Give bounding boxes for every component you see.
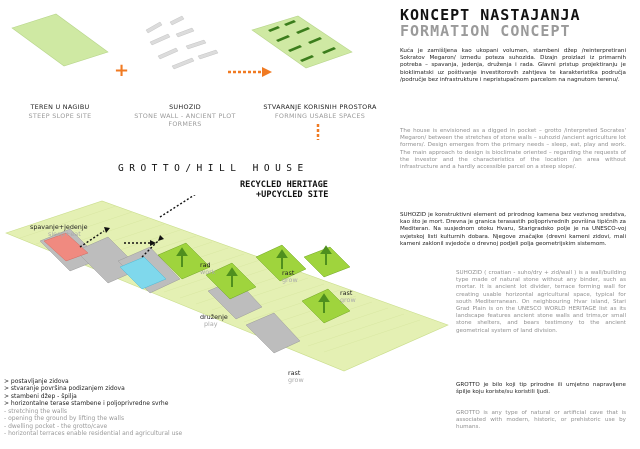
bullet-en-3: - dwelling pocket - the grotto/cave <box>4 422 108 430</box>
label-rast-1 <box>282 270 298 284</box>
label-druzenje <box>200 314 228 328</box>
label-spavanje-en: sleep+eat <box>48 230 81 238</box>
step-2-label: SUHOZID <box>169 103 201 111</box>
label-druzenje-hr: druženje <box>200 313 228 321</box>
bullets-en <box>4 408 264 437</box>
paragraph-3-hr: GROTTO je bilo koji tip prirodne ili umjetno napravljene špilje koju koriste/su koristili ljudi. <box>456 382 626 396</box>
paragraph-1-hr: Kuća je zamišljena kao ukopani volumen, stambeni džep /reinterpretirani Sokratov Megaron/ između poteza suhozida. Dizajn proizlazi iz primarnih potreba – spavanja, jedenja, druženja i rada. Glavni pristup projektiranju je bioklimatski uz poštivanje investitorovih zahtjeva te karakteristika područja /područje bez infrastrukture i nepristupačnom parcelom na nagnutom terenu/. <box>400 48 626 83</box>
label-rad <box>200 262 215 276</box>
label-rast-2-hr: rast <box>340 289 353 297</box>
step-1-sub: STEEP SLOPE SITE <box>28 112 92 120</box>
paragraph-3-en: GROTTO is any type of natural or artificial cave that is associated with modern, historic, or prehistoric use by humans. <box>456 410 626 431</box>
label-rad-hr: rad <box>200 261 211 269</box>
bullets-hr <box>4 378 264 407</box>
label-rad-en: work <box>200 268 216 276</box>
paragraph-2-hr: SUHOZID je konstruktivni element od prirodnog kamena bez vezivnog sredstva, kao što je mort. Drevna je granica terasastih poljoprivrednih površina tipičnih za Mediteran. Na susjednom otoku Hvaru, Starigradsko polje je na UNESCO-voj svjetskoj listi kulturnih dobara. Njegove značajke (drevni kameni zidovi, mali kameni zaklonil svjedoče o drevnoj podjeli polja geometrijskim sistemom. <box>400 212 626 247</box>
label-rast-2 <box>340 290 356 304</box>
bullet-hr-3: > stambeni džep - špilja <box>4 392 77 400</box>
title-hr: KONCEPT NASTAJANJA <box>400 6 581 24</box>
paragraph-1-en: The house is envisioned as a digged in pocket – grotto /interpreted Socrates' Megaron/ between the stretches of stone walls – suhozid /ancient agriculture lot formers/. Design emerges from the primary needs – sleep, eat, play and work. The main approach to design is bioclimate oriented – regarding the requests of the investor and the characteristics of the location /an area without infrastructure and a hardly accessible parcel on a steep slope/. <box>400 128 626 171</box>
bullet-en-2: - opening the ground by lifting the walls <box>4 415 125 423</box>
bullet-en-4: - horizontal terraces enable residential and agricultural use <box>4 429 183 437</box>
label-rast-3-en: grow <box>288 376 304 384</box>
bullet-hr-2: > stvaranje površina podizanjem zidova <box>4 385 125 393</box>
label-druzenje-en: play <box>204 320 218 328</box>
step-3-sub: FORMING USABLE SPACES <box>274 112 366 120</box>
label-spavanje-hr: spavanje+jedenje <box>30 223 88 231</box>
label-rast-1-en: grow <box>282 276 298 284</box>
title-en: FORMATION CONCEPT <box>400 22 571 40</box>
bullet-hr-1: > postavljanje zidova <box>4 378 69 385</box>
label-rast-2-en: grow <box>340 296 356 304</box>
label-spavanje <box>30 224 88 238</box>
recycled-heritage: RECYCLED HERITAGE <box>240 180 328 190</box>
paragraph-2-en: SUHOZID ( croatian - suho/dry + zid/wall ) is a wall/building type made of natural stone without any binder, such as mortar. It is ancient lot divider, terrace forming wall for creating usable horizontal agricultural space, typical for south Mediterranean. On neighbouring Hvar island, Stari Grad Plain is on the UNESCO WORLD HERITAGE list as its landscape features ancient stone walls and trims,or small stone shelters, and bears testimony to the ancient geometrical system of land division. <box>456 270 626 334</box>
step-1-label: TEREN U NAGIBU <box>30 103 90 111</box>
plus-sign: + <box>114 60 130 81</box>
step-3-label: STVARANJE KORISNIH PROSTORA <box>263 103 377 111</box>
label-rast-3 <box>288 370 304 384</box>
grotto-hill-house-diagram <box>0 195 460 375</box>
step-2-sub-2: FORMERS <box>168 120 202 128</box>
bullet-hr-4: > horizontalne terase stambene i poljoprivredne svrhe <box>4 399 169 407</box>
upcycled-site: +UPCYCLED SITE <box>256 190 329 200</box>
step-2-sub: STONE WALL - ANCIENT PLOT <box>134 112 236 120</box>
label-rast-3-hr: rast <box>288 369 301 377</box>
diagram-title: GROTTO/HILL HOUSE <box>118 163 309 174</box>
label-rast-1-hr: rast <box>282 269 295 277</box>
bullet-en-1: - stretching the walls <box>4 408 68 415</box>
